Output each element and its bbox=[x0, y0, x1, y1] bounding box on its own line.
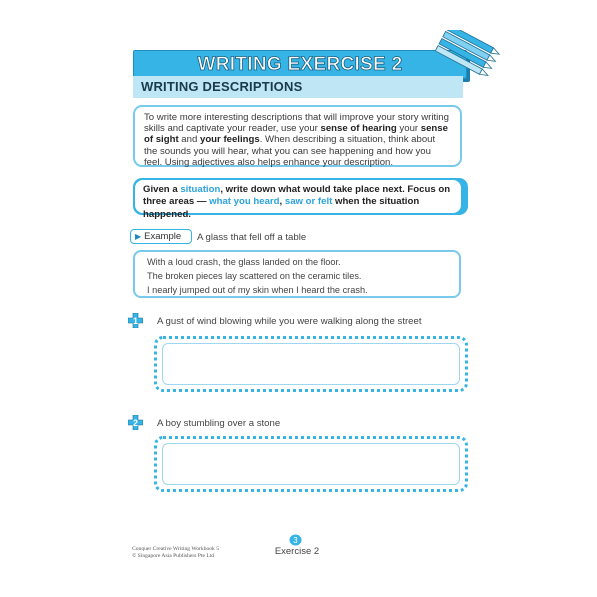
answer-box-1[interactable] bbox=[154, 336, 468, 392]
section-heading: WRITING DESCRIPTIONS bbox=[141, 79, 303, 94]
intro-bold: sense of sight bbox=[144, 123, 448, 146]
answer-box-2[interactable] bbox=[154, 436, 468, 492]
example-box bbox=[133, 250, 461, 298]
number-badge-icon bbox=[128, 313, 143, 328]
instruction-part: Given a bbox=[143, 184, 181, 195]
question-text: A gust of wind blowing while you were walking along the street bbox=[157, 316, 422, 327]
example-label bbox=[130, 229, 192, 244]
instruction-box bbox=[133, 178, 468, 220]
intro-bold: sense of hearing bbox=[320, 123, 397, 135]
instruction-part: , bbox=[279, 196, 285, 208]
example-line: I nearly jumped out of my skin when I heard the crash. bbox=[147, 285, 368, 295]
instruction-highlight: saw or felt bbox=[284, 196, 333, 208]
footer-credits bbox=[132, 546, 219, 559]
footer-copyright: © Singapore Asia Publishers Pte Ltd bbox=[132, 552, 215, 559]
instruction-text bbox=[135, 180, 461, 220]
title-banner bbox=[133, 50, 467, 79]
pencils-icon bbox=[432, 30, 502, 76]
number-badge-icon bbox=[128, 415, 143, 430]
page-title: WRITING EXERCISE 2 bbox=[197, 54, 403, 75]
instruction-part: when the situation happened. bbox=[143, 196, 420, 220]
instruction-part: , write down what would take place next. Focus on three areas — bbox=[143, 184, 451, 208]
question-text: A boy stumbling over a stone bbox=[157, 418, 281, 429]
answer-area[interactable] bbox=[162, 443, 460, 485]
intro-text: and bbox=[178, 134, 200, 146]
section-heading-bar bbox=[133, 76, 463, 98]
page-number-badge bbox=[289, 534, 302, 546]
answer-area[interactable] bbox=[162, 343, 460, 385]
example-caption: A glass that fell off a table bbox=[197, 232, 307, 243]
example-line: With a loud crash, the glass landed on the floor. bbox=[147, 257, 341, 267]
footer-book-title: Conquer Creative Writing Workbook 5 bbox=[132, 546, 220, 552]
example-label-text: Example bbox=[144, 231, 182, 242]
page-number: 3 bbox=[293, 535, 298, 545]
question-number: 1 bbox=[132, 316, 139, 326]
instruction-highlight: situation bbox=[180, 184, 221, 195]
intro-paragraph bbox=[133, 105, 462, 167]
example-line: The broken pieces lay scattered on the ceramic tiles. bbox=[147, 271, 362, 281]
instruction-highlight: what you heard bbox=[209, 196, 280, 208]
intro-text: To write more interesting descriptions that will improve your story writing skills and captivate your reader, use your bbox=[144, 112, 449, 135]
play-triangle-icon: ▶ bbox=[135, 232, 142, 241]
intro-text: your bbox=[396, 123, 421, 135]
intro-text: . When describing a situation, think about the sounds you will hear, what you can see happening and how you feel. Using adjectives also helps enhance your description. bbox=[144, 134, 436, 168]
footer-section: Exercise 2 bbox=[274, 546, 320, 557]
question-number: 2 bbox=[132, 418, 139, 428]
intro-bold: your feelings bbox=[199, 134, 260, 146]
